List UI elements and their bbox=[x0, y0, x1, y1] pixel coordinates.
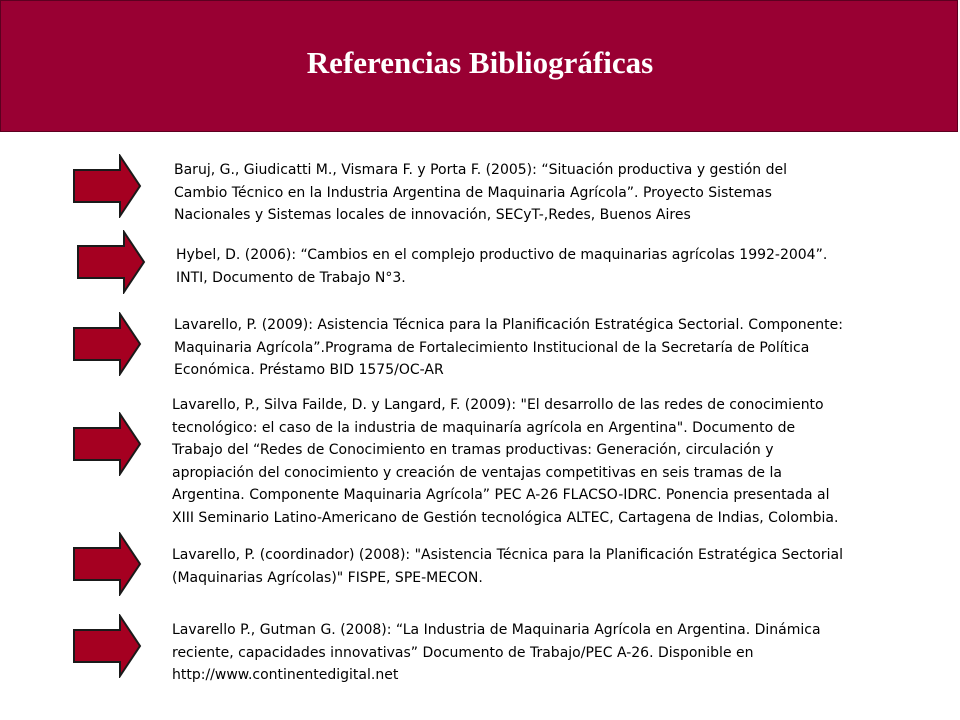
reference-line: Lavarello, P., Silva Failde, D. y Langard, F. (2009): "El desarrollo de las redes de conocimiento bbox=[172, 397, 824, 413]
reference-line: reciente, capacidades innovativas” Documento de Trabajo/PEC A-26. Disponible en bbox=[172, 644, 754, 661]
right-arrow-icon bbox=[72, 312, 142, 376]
reference-line: apropiación del conocimiento y creación de ventajas competitivas en seis tramas de la bbox=[172, 464, 782, 481]
reference-line: Baruj, G., Giudicatti M., Vismara F. y Porta F. (2005): “Situación productiva y gestión del bbox=[174, 162, 787, 178]
reference-lavarello-2008 bbox=[172, 544, 843, 589]
reference-line: Hybel, D. (2006): “Cambios en el complejo productivo de maquinarias agrícolas 1992-2004”. bbox=[176, 247, 828, 263]
reference-line: (Maquinarias Agrícolas)" FISPE, SPE-MECON. bbox=[172, 569, 483, 586]
reference-baruj-2005 bbox=[174, 159, 787, 227]
reference-line: Argentina. Componente Maquinaria Agrícola” PEC A-26 FLACSO-IDRC. Ponencia presentada al bbox=[172, 487, 830, 503]
reference-line: tecnológico: el caso de la industria de maquinaría agrícola en Argentina". Documento de bbox=[172, 419, 796, 436]
reference-url[interactable]: http://www.continentedigital.net bbox=[172, 667, 399, 683]
reference-line: Económica. Préstamo BID 1575/OC-AR bbox=[174, 362, 444, 378]
reference-line: Lavarello, P. (2009): Asistencia Técnica para la Planificación Estratégica Sectorial. Componente: bbox=[174, 317, 843, 333]
reference-lavarello-gutman-2008 bbox=[172, 619, 821, 687]
reference-line: INTI, Documento de Trabajo N°3. bbox=[176, 269, 406, 286]
reference-line: Nacionales y Sistemas locales de innovación, SECyT-,Redes, Buenos Aires bbox=[174, 207, 691, 223]
slide-title: Referencias Bibliográficas bbox=[306, 45, 654, 80]
right-arrow-icon bbox=[72, 154, 142, 218]
reference-line: Maquinaria Agrícola”.Programa de Fortalecimiento Institucional de la Secretaría de Política bbox=[174, 339, 810, 356]
reference-lavarello-2009 bbox=[174, 314, 843, 382]
right-arrow-icon bbox=[72, 412, 142, 476]
reference-line: Lavarello, P. (coordinador) (2008): "Asistencia Técnica para la Planificación Estratégica Sectorial bbox=[172, 547, 843, 563]
reference-line: XIII Seminario Latino-Americano de Gestión tecnológica ALTEC, Cartagena de Indias, Colombia. bbox=[172, 509, 839, 526]
reference-line: Cambio Técnico en la Industria Argentina de Maquinaria Agrícola”. Proyecto Sistemas bbox=[174, 184, 772, 201]
right-arrow-icon bbox=[76, 230, 146, 294]
right-arrow-icon bbox=[72, 532, 142, 596]
reference-line: Trabajo del “Redes de Conocimiento en tramas productivas: Generación, circulación y bbox=[172, 442, 774, 458]
reference-lavarello-silva-langard-2009 bbox=[172, 394, 838, 529]
reference-line: Lavarello P., Gutman G. (2008): “La Industria de Maquinaria Agrícola en Argentina. Dinámica bbox=[172, 622, 821, 638]
right-arrow-icon bbox=[72, 614, 142, 678]
reference-hybel-2006 bbox=[176, 244, 827, 289]
